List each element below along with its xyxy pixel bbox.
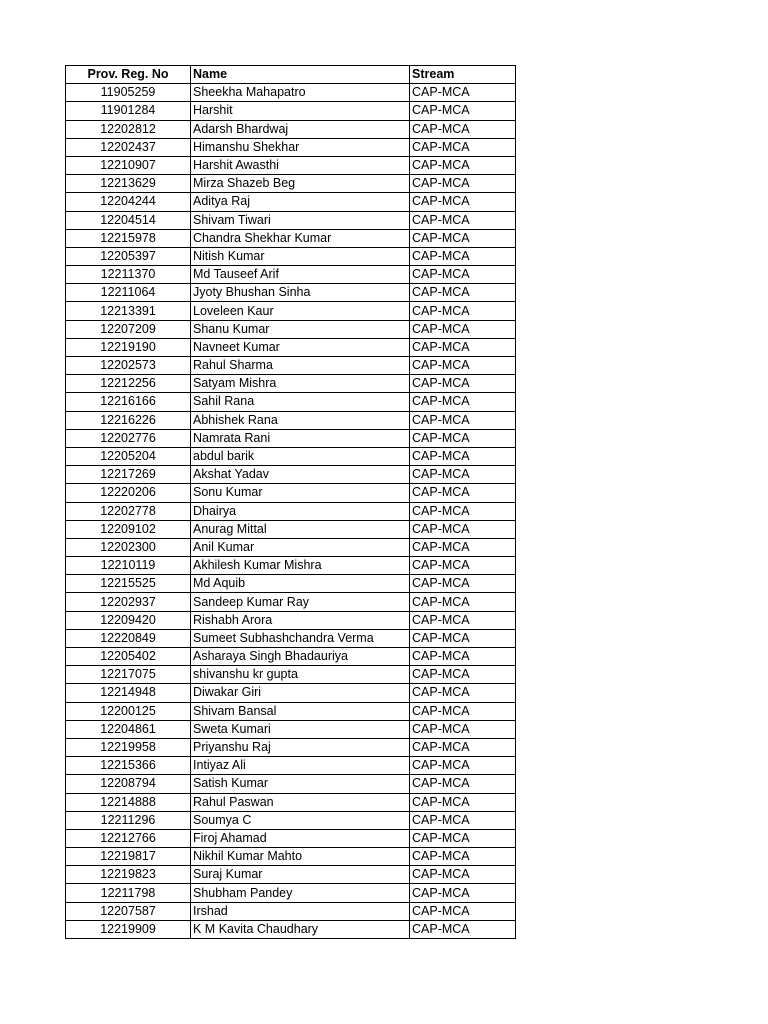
table-row: [66, 648, 516, 666]
cell-reg-no: 12202937: [66, 593, 191, 611]
cell-name: Firoj Ahamad: [191, 829, 410, 847]
cell-reg-no: 12210119: [66, 557, 191, 575]
cell-name: abdul barik: [191, 447, 410, 465]
cell-stream: CAP-MCA: [410, 520, 516, 538]
cell-stream: CAP-MCA: [410, 357, 516, 375]
cell-name: Sonu Kumar: [191, 484, 410, 502]
table-body: [66, 84, 516, 939]
cell-reg-no: 12211064: [66, 284, 191, 302]
cell-name: K M Kavita Chaudhary: [191, 920, 410, 938]
cell-name: Sahil Rana: [191, 393, 410, 411]
cell-name: Loveleen Kaur: [191, 302, 410, 320]
cell-reg-no: 12202437: [66, 138, 191, 156]
cell-name: Priyanshu Raj: [191, 738, 410, 756]
cell-stream: CAP-MCA: [410, 429, 516, 447]
cell-name: Sheekha Mahapatro: [191, 84, 410, 102]
table-row: [66, 229, 516, 247]
cell-stream: CAP-MCA: [410, 229, 516, 247]
table-row: [66, 902, 516, 920]
table-row: [66, 357, 516, 375]
cell-stream: CAP-MCA: [410, 648, 516, 666]
table-row: [66, 866, 516, 884]
table-row: [66, 484, 516, 502]
cell-name: Abhishek Rana: [191, 411, 410, 429]
table-row: [66, 611, 516, 629]
cell-name: Harshit Awasthi: [191, 156, 410, 174]
table-row: [66, 848, 516, 866]
cell-reg-no: 12204861: [66, 720, 191, 738]
table-row: [66, 411, 516, 429]
cell-reg-no: 12217269: [66, 466, 191, 484]
header-row: [66, 66, 516, 84]
table-row: [66, 538, 516, 556]
cell-name: Himanshu Shekhar: [191, 138, 410, 156]
table-row: [66, 884, 516, 902]
table-row: [66, 138, 516, 156]
table-row: [66, 211, 516, 229]
cell-stream: CAP-MCA: [410, 466, 516, 484]
table-row: [66, 429, 516, 447]
header-name: Name: [191, 66, 410, 84]
cell-name: Md Aquib: [191, 575, 410, 593]
table-row: [66, 120, 516, 138]
cell-name: Aditya Raj: [191, 193, 410, 211]
header-reg-no: Prov. Reg. No: [66, 66, 191, 84]
table-row: [66, 775, 516, 793]
table-row: [66, 702, 516, 720]
table-row: [66, 557, 516, 575]
cell-reg-no: 12202776: [66, 429, 191, 447]
cell-stream: CAP-MCA: [410, 866, 516, 884]
cell-name: Shanu Kumar: [191, 320, 410, 338]
cell-stream: CAP-MCA: [410, 138, 516, 156]
cell-stream: CAP-MCA: [410, 302, 516, 320]
cell-stream: CAP-MCA: [410, 375, 516, 393]
cell-stream: CAP-MCA: [410, 793, 516, 811]
cell-name: Sweta Kumari: [191, 720, 410, 738]
cell-stream: CAP-MCA: [410, 902, 516, 920]
cell-stream: CAP-MCA: [410, 447, 516, 465]
cell-reg-no: 12213391: [66, 302, 191, 320]
cell-name: Rahul Paswan: [191, 793, 410, 811]
table-row: [66, 502, 516, 520]
cell-name: Harshit: [191, 102, 410, 120]
table-row: [66, 629, 516, 647]
cell-reg-no: 12202778: [66, 502, 191, 520]
cell-name: Rishabh Arora: [191, 611, 410, 629]
table-row: [66, 375, 516, 393]
cell-name: Akhilesh Kumar Mishra: [191, 557, 410, 575]
cell-reg-no: 12205204: [66, 447, 191, 465]
registration-table: [65, 65, 516, 939]
cell-reg-no: 12202573: [66, 357, 191, 375]
table-row: [66, 102, 516, 120]
cell-reg-no: 12207587: [66, 902, 191, 920]
table-row: [66, 302, 516, 320]
cell-name: Shubham Pandey: [191, 884, 410, 902]
cell-name: Irshad: [191, 902, 410, 920]
cell-reg-no: 12212766: [66, 829, 191, 847]
cell-reg-no: 12215978: [66, 229, 191, 247]
table-row: [66, 811, 516, 829]
cell-reg-no: 12209420: [66, 611, 191, 629]
cell-stream: CAP-MCA: [410, 848, 516, 866]
cell-name: Soumya C: [191, 811, 410, 829]
cell-stream: CAP-MCA: [410, 538, 516, 556]
cell-name: Intiyaz Ali: [191, 757, 410, 775]
cell-reg-no: 12208794: [66, 775, 191, 793]
cell-stream: CAP-MCA: [410, 320, 516, 338]
table-row: [66, 466, 516, 484]
cell-stream: CAP-MCA: [410, 175, 516, 193]
cell-reg-no: 12205402: [66, 648, 191, 666]
table-header: [66, 66, 516, 84]
cell-reg-no: 12216226: [66, 411, 191, 429]
cell-stream: CAP-MCA: [410, 629, 516, 647]
cell-name: Akshat Yadav: [191, 466, 410, 484]
cell-stream: CAP-MCA: [410, 484, 516, 502]
cell-name: Diwakar Giri: [191, 684, 410, 702]
cell-stream: CAP-MCA: [410, 84, 516, 102]
cell-reg-no: 12219909: [66, 920, 191, 938]
cell-name: shivanshu kr gupta: [191, 666, 410, 684]
cell-stream: CAP-MCA: [410, 557, 516, 575]
table-row: [66, 829, 516, 847]
table-row: [66, 738, 516, 756]
table-row: [66, 193, 516, 211]
cell-stream: CAP-MCA: [410, 593, 516, 611]
table-row: [66, 666, 516, 684]
cell-reg-no: 12220206: [66, 484, 191, 502]
cell-name: Shivam Bansal: [191, 702, 410, 720]
cell-stream: CAP-MCA: [410, 829, 516, 847]
cell-reg-no: 12217075: [66, 666, 191, 684]
cell-stream: CAP-MCA: [410, 684, 516, 702]
cell-name: Anurag Mittal: [191, 520, 410, 538]
cell-stream: CAP-MCA: [410, 738, 516, 756]
cell-name: Adarsh Bhardwaj: [191, 120, 410, 138]
cell-name: Mirza Shazeb Beg: [191, 175, 410, 193]
table-row: [66, 84, 516, 102]
cell-reg-no: 12211370: [66, 266, 191, 284]
cell-reg-no: 12205397: [66, 247, 191, 265]
cell-stream: CAP-MCA: [410, 666, 516, 684]
cell-name: Anil Kumar: [191, 538, 410, 556]
cell-stream: CAP-MCA: [410, 702, 516, 720]
table-row: [66, 757, 516, 775]
table-row: [66, 447, 516, 465]
cell-stream: CAP-MCA: [410, 338, 516, 356]
cell-reg-no: 12210907: [66, 156, 191, 174]
cell-name: Asharaya Singh Bhadauriya: [191, 648, 410, 666]
cell-name: Navneet Kumar: [191, 338, 410, 356]
cell-name: Shivam Tiwari: [191, 211, 410, 229]
cell-reg-no: 12219823: [66, 866, 191, 884]
table-row: [66, 338, 516, 356]
table-row: [66, 320, 516, 338]
table-row: [66, 284, 516, 302]
cell-stream: CAP-MCA: [410, 102, 516, 120]
cell-reg-no: 12219817: [66, 848, 191, 866]
cell-name: Satyam Mishra: [191, 375, 410, 393]
cell-name: Sandeep Kumar Ray: [191, 593, 410, 611]
table-row: [66, 593, 516, 611]
cell-stream: CAP-MCA: [410, 611, 516, 629]
table-row: [66, 393, 516, 411]
cell-reg-no: 12211296: [66, 811, 191, 829]
cell-stream: CAP-MCA: [410, 884, 516, 902]
cell-name: Sumeet Subhashchandra Verma: [191, 629, 410, 647]
cell-stream: CAP-MCA: [410, 120, 516, 138]
cell-name: Satish Kumar: [191, 775, 410, 793]
cell-reg-no: 11905259: [66, 84, 191, 102]
cell-reg-no: 12202812: [66, 120, 191, 138]
cell-stream: CAP-MCA: [410, 156, 516, 174]
cell-name: Nitish Kumar: [191, 247, 410, 265]
cell-reg-no: 12219958: [66, 738, 191, 756]
cell-reg-no: 12207209: [66, 320, 191, 338]
cell-reg-no: 12209102: [66, 520, 191, 538]
cell-reg-no: 12214888: [66, 793, 191, 811]
cell-reg-no: 12215366: [66, 757, 191, 775]
cell-reg-no: 12211798: [66, 884, 191, 902]
cell-name: Md Tauseef Arif: [191, 266, 410, 284]
table-row: [66, 520, 516, 538]
cell-reg-no: 12204514: [66, 211, 191, 229]
cell-stream: CAP-MCA: [410, 775, 516, 793]
cell-stream: CAP-MCA: [410, 411, 516, 429]
cell-reg-no: 12216166: [66, 393, 191, 411]
cell-reg-no: 12214948: [66, 684, 191, 702]
table-row: [66, 684, 516, 702]
registration-sheet: [65, 65, 516, 939]
cell-stream: CAP-MCA: [410, 575, 516, 593]
cell-stream: CAP-MCA: [410, 920, 516, 938]
table-row: [66, 266, 516, 284]
cell-stream: CAP-MCA: [410, 211, 516, 229]
cell-name: Suraj Kumar: [191, 866, 410, 884]
cell-stream: CAP-MCA: [410, 720, 516, 738]
cell-name: Nikhil Kumar Mahto: [191, 848, 410, 866]
cell-reg-no: 12202300: [66, 538, 191, 556]
cell-name: Dhairya: [191, 502, 410, 520]
cell-stream: CAP-MCA: [410, 284, 516, 302]
cell-name: Namrata Rani: [191, 429, 410, 447]
table-row: [66, 175, 516, 193]
cell-reg-no: 12215525: [66, 575, 191, 593]
cell-stream: CAP-MCA: [410, 811, 516, 829]
table-row: [66, 156, 516, 174]
header-stream: Stream: [410, 66, 516, 84]
cell-stream: CAP-MCA: [410, 757, 516, 775]
cell-name: Chandra Shekhar Kumar: [191, 229, 410, 247]
cell-name: Jyoty Bhushan Sinha: [191, 284, 410, 302]
cell-reg-no: 11901284: [66, 102, 191, 120]
cell-stream: CAP-MCA: [410, 393, 516, 411]
cell-reg-no: 12212256: [66, 375, 191, 393]
cell-reg-no: 12213629: [66, 175, 191, 193]
cell-reg-no: 12220849: [66, 629, 191, 647]
table-row: [66, 920, 516, 938]
table-row: [66, 575, 516, 593]
cell-stream: CAP-MCA: [410, 193, 516, 211]
cell-stream: CAP-MCA: [410, 247, 516, 265]
cell-reg-no: 12219190: [66, 338, 191, 356]
table-row: [66, 793, 516, 811]
cell-reg-no: 12200125: [66, 702, 191, 720]
cell-reg-no: 12204244: [66, 193, 191, 211]
table-row: [66, 247, 516, 265]
cell-stream: CAP-MCA: [410, 266, 516, 284]
cell-name: Rahul Sharma: [191, 357, 410, 375]
cell-stream: CAP-MCA: [410, 502, 516, 520]
table-row: [66, 720, 516, 738]
